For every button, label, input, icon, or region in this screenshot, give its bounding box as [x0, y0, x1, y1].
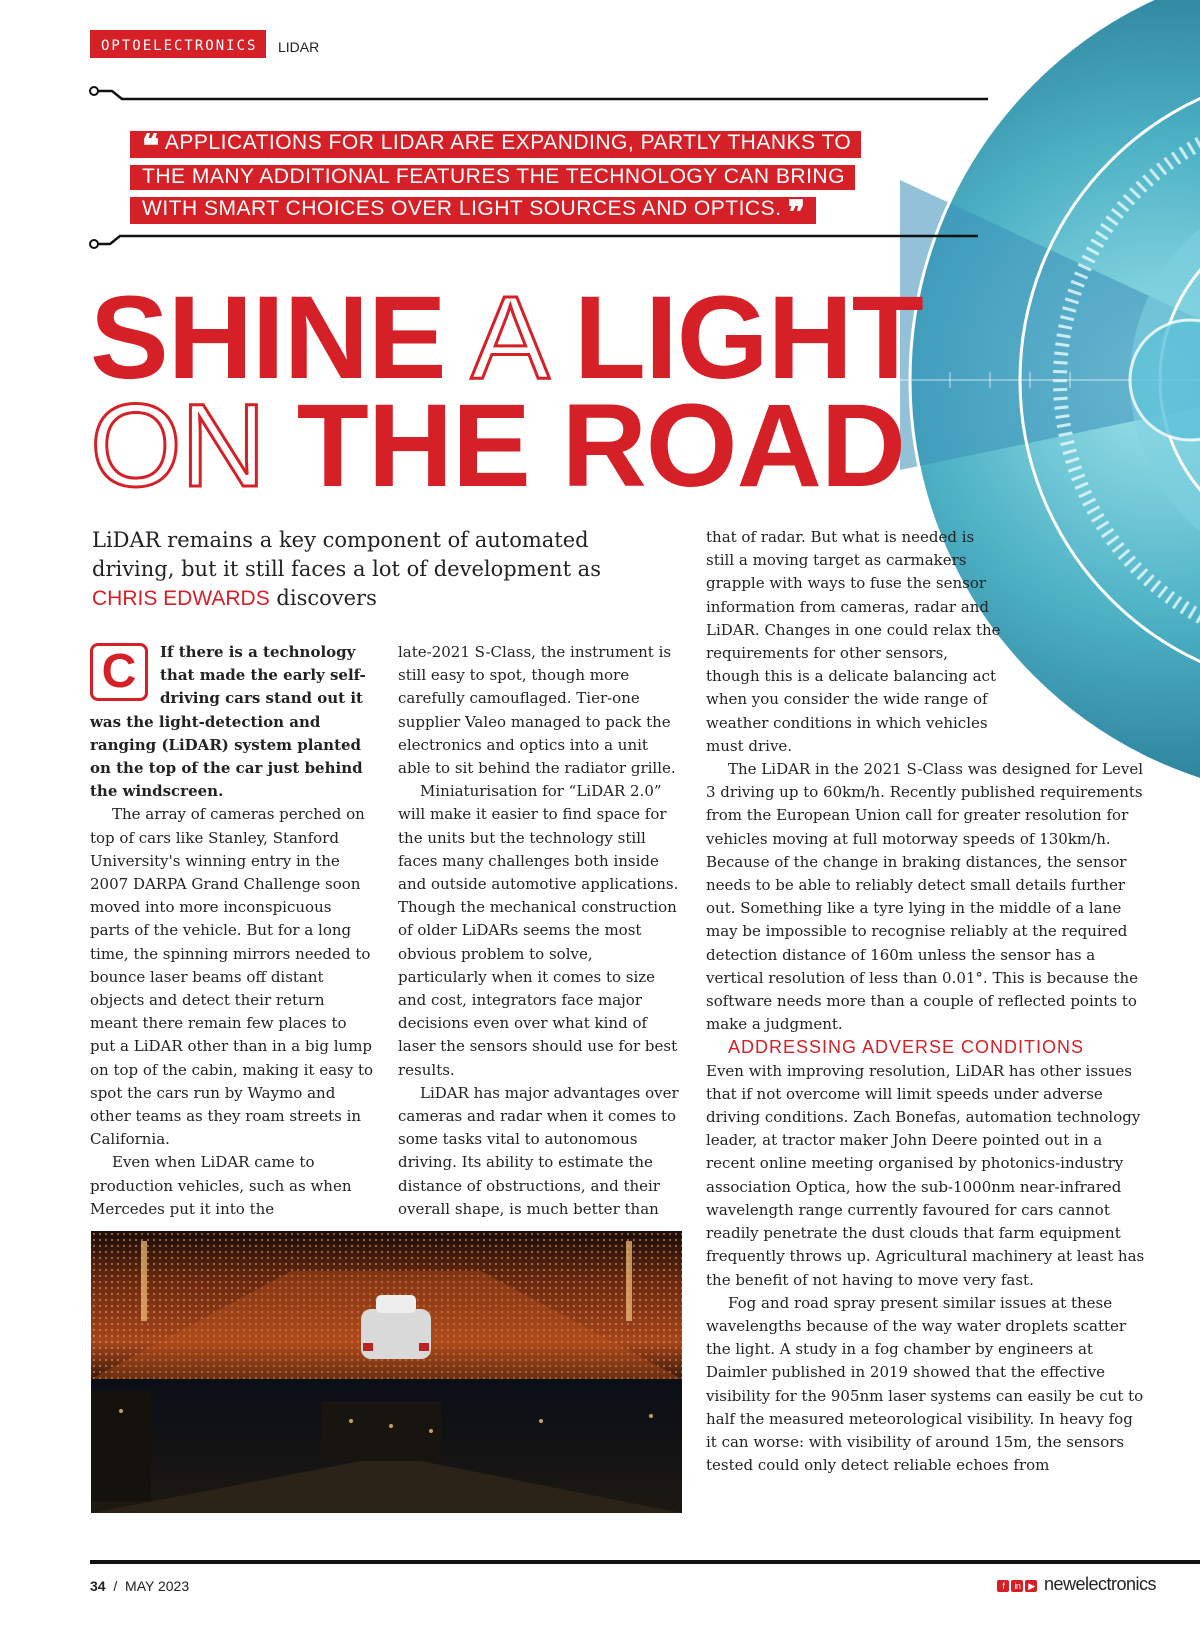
headline: SHINE A LIGHT ON THE ROAD — [90, 272, 923, 512]
drop-cap: C — [90, 643, 148, 701]
brand-name: newelectronics — [1043, 1574, 1156, 1594]
paragraph: LiDAR has major advantages over cameras and radar when it comes to some tasks vital to autonomous driving. Its ability to estimate the distance of obstructions, and their overall shape, is much better than — [398, 1083, 679, 1218]
quote-bottom-rule — [88, 232, 978, 250]
youtube-icon[interactable]: ▶ — [1025, 1580, 1037, 1592]
open-quote-icon: ❝ — [142, 128, 160, 164]
section-subtag: LIDAR — [278, 39, 320, 55]
paragraph: Even with improving resolution, LiDAR has other issues that if not overcome will limit speeds under adverse driving conditions. Zach Bonefas, automation technology leader, at tractor maker John Deere pointed out in a recent online meeting organised by photonics-industry association Optica, how the sub-1000nm near-infrared wavelength range currently favoured for cars cannot readily penetrate the dust clouds that farm equipment frequently throws up. Agricultural machinery at least has the benefit of not having to move very fast. — [706, 1061, 1145, 1289]
author-name: CHRIS EDWARDS — [92, 587, 270, 610]
facebook-icon[interactable]: f — [997, 1580, 1009, 1592]
publication-brand — [997, 1574, 1156, 1595]
pull-quote-line-1: ❝ APPLICATIONS FOR LIDAR ARE EXPANDING, PARTLY THANKS TO — [130, 131, 861, 158]
lead-paragraph: C If there is a technology that made the early self-driving cars stand out it was the light-detection and ranging (LiDAR) system planted on the top of the car just behind the windscreen. — [90, 643, 366, 801]
footer-folio: 34 / MAY 2023 — [90, 1578, 190, 1594]
pull-quote-line-3: WITH SMART CHOICES OVER LIGHT SOURCES AND OPTICS. ❞ — [130, 197, 816, 224]
paragraph: Miniaturisation for “LiDAR 2.0” will make it easier to find space for the units but the technology still faces many challenges both inside and outside automotive applications. Though the mechanical construction of older LiDARs seems the most obvious problem to solve, particularly when it comes to size and cost, integrators face major decisions even over what kind of laser the sensors should use for best results. — [398, 782, 679, 1079]
body-column-2 — [398, 641, 682, 1221]
body-column-1 — [90, 641, 374, 1221]
lidar-point-cloud-image — [91, 1231, 682, 1513]
footer-rule — [90, 1560, 1200, 1564]
linkedin-icon[interactable]: in — [1011, 1580, 1023, 1592]
issue-date: MAY 2023 — [125, 1578, 190, 1594]
paragraph: late-2021 S-Class, the instrument is still easy to spot, though more carefully camouflaged. Tier-one supplier Valeo managed to pack the electronics and optics into a unit able to sit behind the radiator grille. — [398, 643, 676, 778]
paragraph: The array of cameras perched on top of cars like Stanley, Stanford University's winning entry in the 2007 DARPA Grand Challenge soon moved into more inconspicuous parts of the vehicle. But for a long time, the spinning mirrors needed to bounce laser beams off distant objects and detect their return meant there remain few places to put a LiDAR other than in a big lump on top of the cabin, making it easy to spot the cars run by Waymo and other teams as they roam streets in California. — [90, 805, 374, 1149]
section-tag: OPTOELECTRONICS — [90, 30, 266, 58]
paragraph: that of radar. But what is needed is still a moving target as carmakers grapple with ways to fuse the sensor information from cameras, radar and LiDAR. Changes in one could relax the requirements for other sensors, though this is a delicate balancing act when you consider the wide range of weather conditions in which vehicles must drive. — [706, 528, 1001, 755]
paragraph: Fog and road spray present similar issues at these wavelengths because of the way water droplets scatter the light. A study in a fog chamber by engineers at Daimler published in 2019 showed that the effective visibility for the 905nm laser systems can easily be cut to half the measured meteorological visibility. In heavy fog it can worse: with visibility of around 15m, the sensors tested could only detect reliable echoes from — [706, 1293, 1144, 1475]
subheading: ADDRESSING ADVERSE CONDITIONS — [728, 1037, 1085, 1058]
pull-quote-line-2: THE MANY ADDITIONAL FEATURES THE TECHNOLOGY CAN BRING — [130, 165, 855, 190]
body-column-3 — [706, 526, 1146, 1477]
standfirst: LiDAR remains a key component of automated driving, but it still faces a lot of development as CHRIS EDWARDS discovers — [92, 528, 601, 610]
pull-quote — [130, 128, 861, 231]
quote-top-rule — [88, 86, 988, 102]
close-quote-icon: ❞ — [787, 194, 806, 230]
paragraph: Even when LiDAR came to production vehicles, such as when Mercedes put it into the — [90, 1153, 352, 1218]
page-number: 34 — [90, 1578, 106, 1594]
paragraph: The LiDAR in the 2021 S-Class was designed for Level 3 driving up to 60km/h. Recently published requirements from the European Union call for greater resolution for vehicles moving at full motorway speeds of 130km/h. Because of the change in braking distances, the sensor needs to be able to reliably detect small details further out. Something like a tyre lying in the middle of a lane may be impossible to recognise reliably at the required detection distance of 160m unless the sensor has a vertical resolution of less than 0.01°. This is because the software needs more than a couple of reflected points to make a judgment. — [706, 760, 1144, 1034]
